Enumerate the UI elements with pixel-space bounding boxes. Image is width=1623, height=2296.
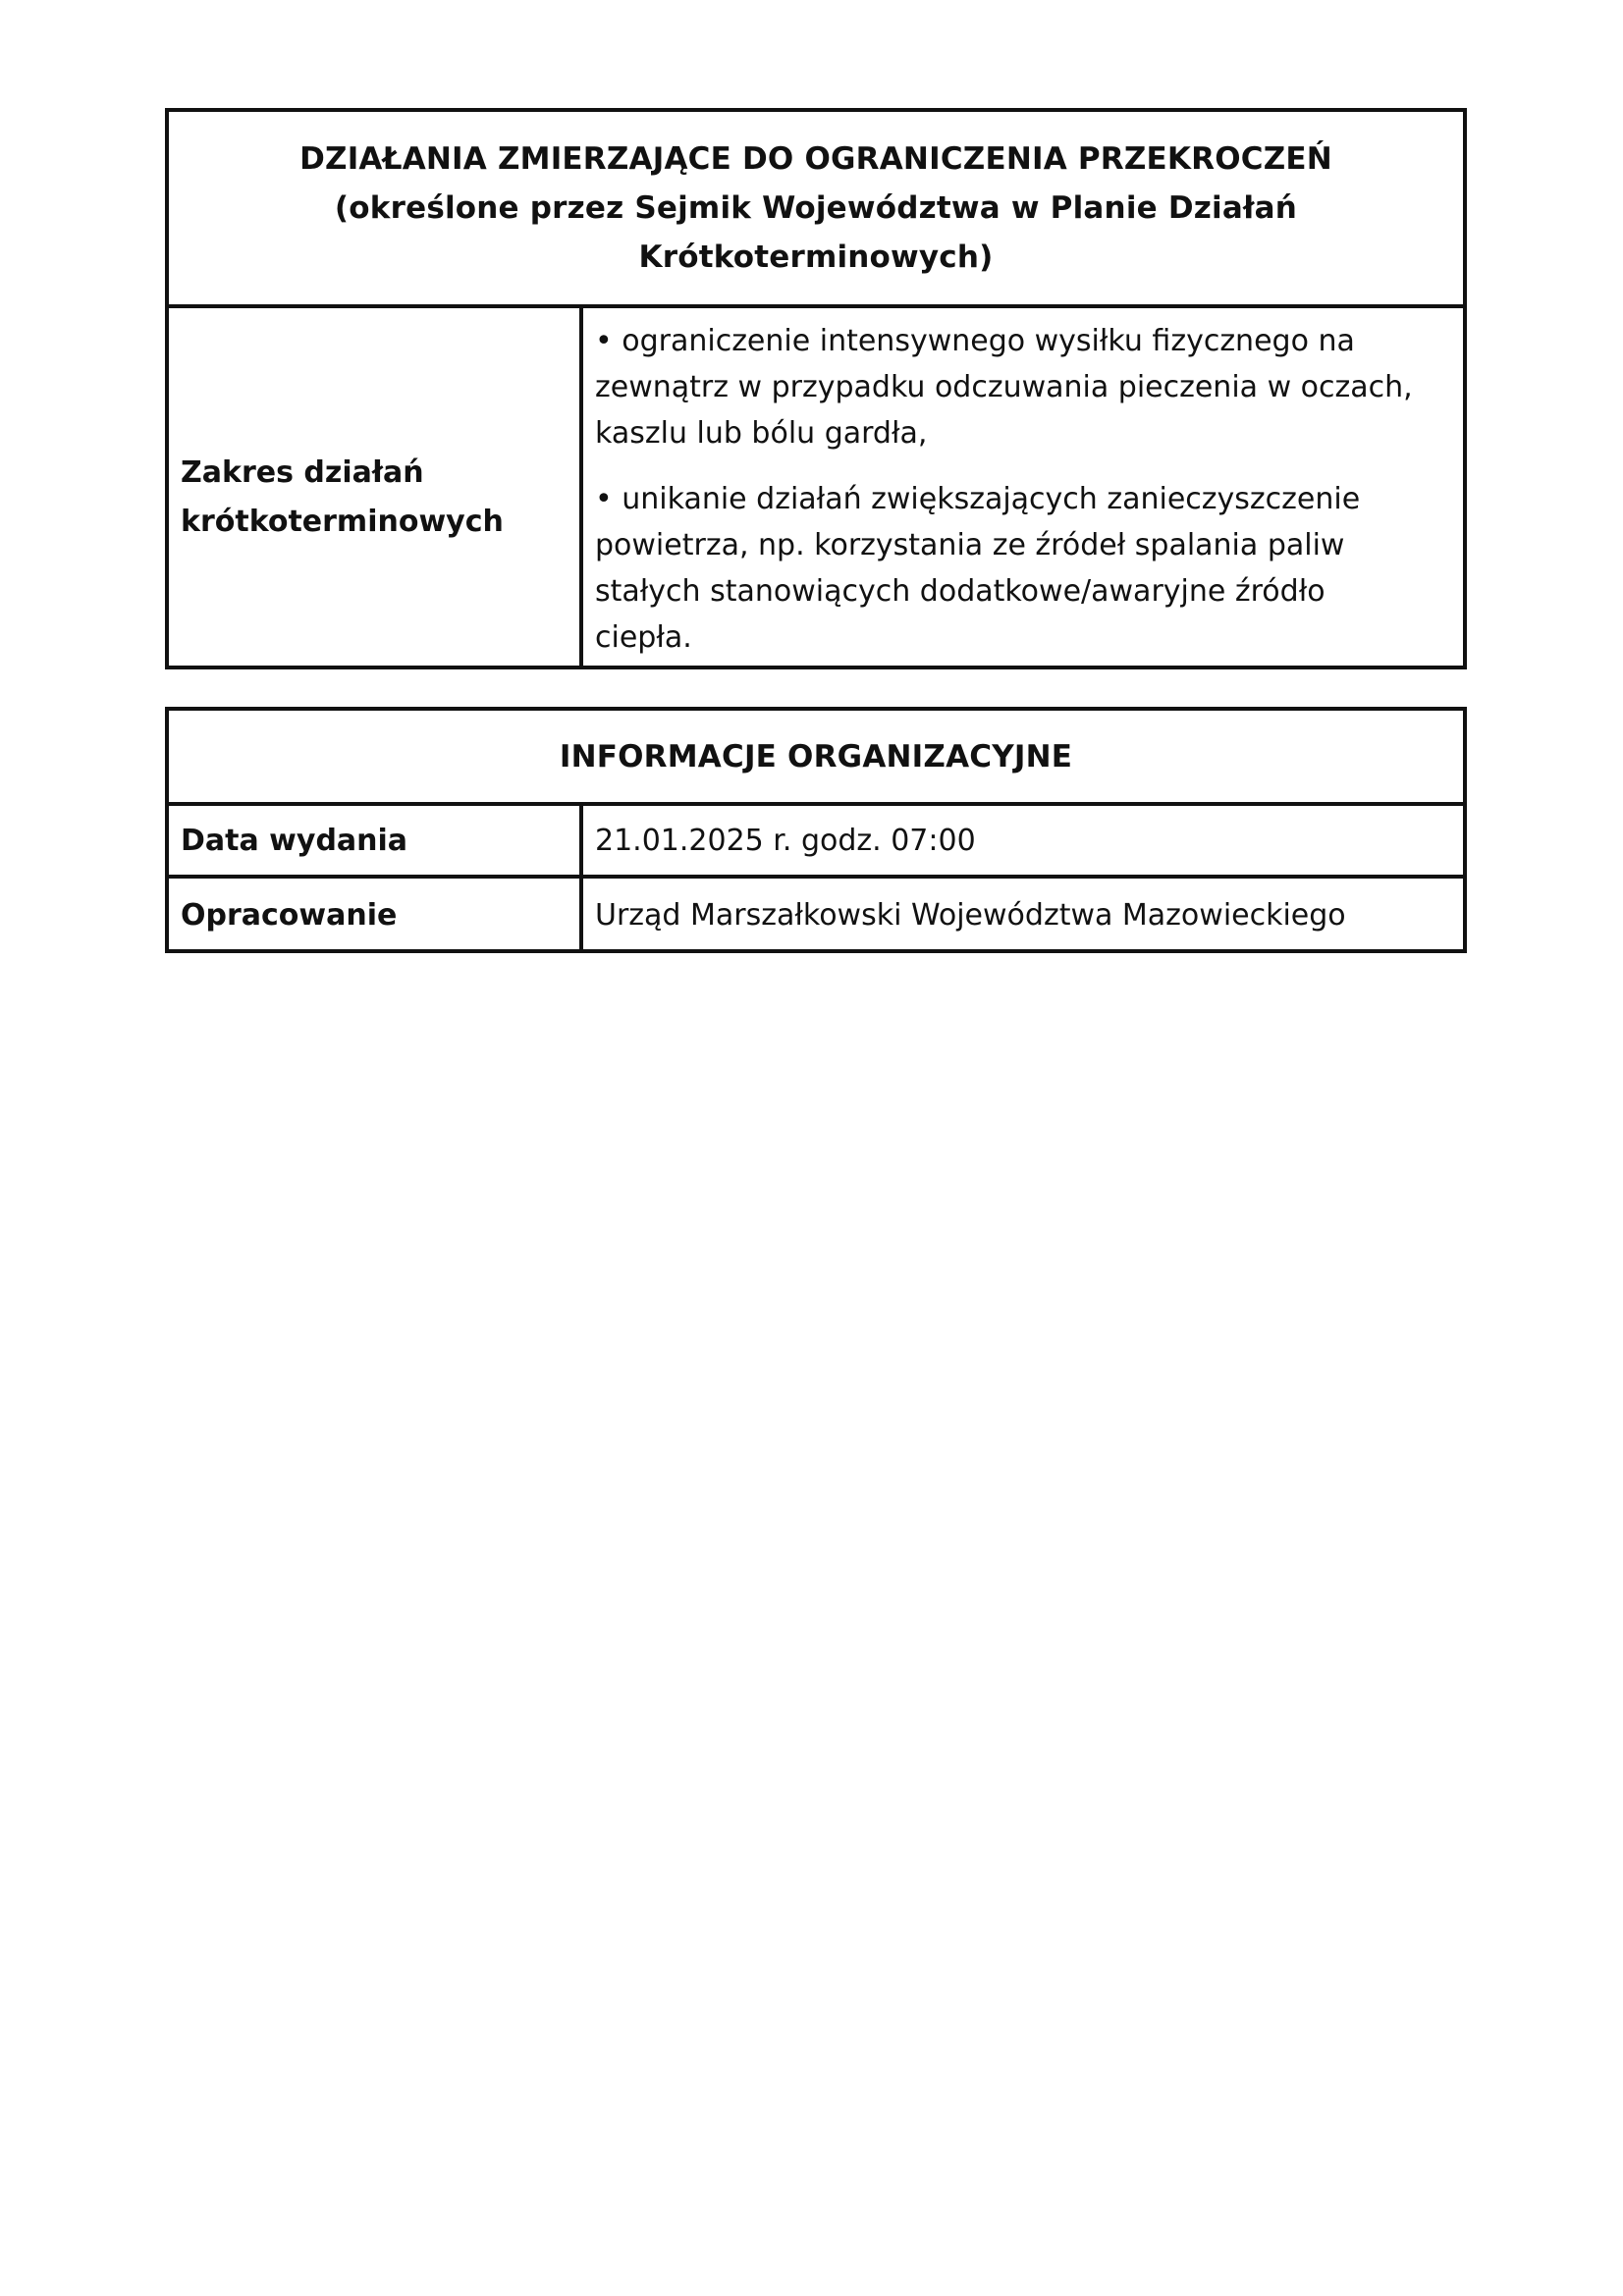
bullet-1-line-3: kaszlu lub bólu gardła, <box>595 416 928 451</box>
author-row <box>169 879 1463 951</box>
actions-label-line-1: Zakres działań <box>181 455 424 490</box>
issue-date-value: 21.01.2025 r. godz. 07:00 <box>595 823 976 858</box>
actions-table <box>165 108 1467 669</box>
issue-date-label: Data wydania <box>169 806 583 875</box>
bullet-2-line-4: ciepła. <box>595 620 692 655</box>
bullet-2-line-3: stałych stanowiących dodatkowe/awaryjne źródło <box>595 574 1325 609</box>
org-info-heading-cell <box>169 711 1463 806</box>
bullet-1-line-2: zewnątrz w przypadku odczuwania pieczenia w oczach, <box>595 370 1413 404</box>
actions-label-line-2: krótkoterminowych <box>181 505 504 539</box>
issue-date-row <box>169 806 1463 879</box>
bullet-1-line-1: • ograniczenie intensywnego wysiłku fizycznego na <box>595 324 1355 358</box>
heading-line-3: Krótkoterminowych) <box>638 240 994 275</box>
bullet-2-line-1: • unikanie działań zwiększających zanieczyszczenie <box>595 482 1361 516</box>
author-label: Opracowanie <box>169 879 583 951</box>
org-info-table <box>165 707 1467 953</box>
actions-row <box>169 308 1463 666</box>
heading-line-2: (określone przez Sejmik Województwa w Planie Działań <box>334 190 1298 226</box>
bullet-2-line-2: powietrza, np. korzystania ze źródeł spalania paliw <box>595 528 1345 562</box>
actions-label <box>181 449 504 547</box>
actions-list-cell <box>583 308 1463 666</box>
actions-label-cell <box>169 308 583 666</box>
author-value: Urząd Marszałkowski Województwa Mazowieckiego <box>595 897 1346 933</box>
actions-table-heading <box>169 112 1463 308</box>
org-info-heading: INFORMACJE ORGANIZACYJNE <box>559 738 1073 774</box>
heading-line-1: DZIAŁANIA ZMIERZAJĄCE DO OGRANICZENIA PRZEKROCZEŃ <box>299 141 1332 177</box>
